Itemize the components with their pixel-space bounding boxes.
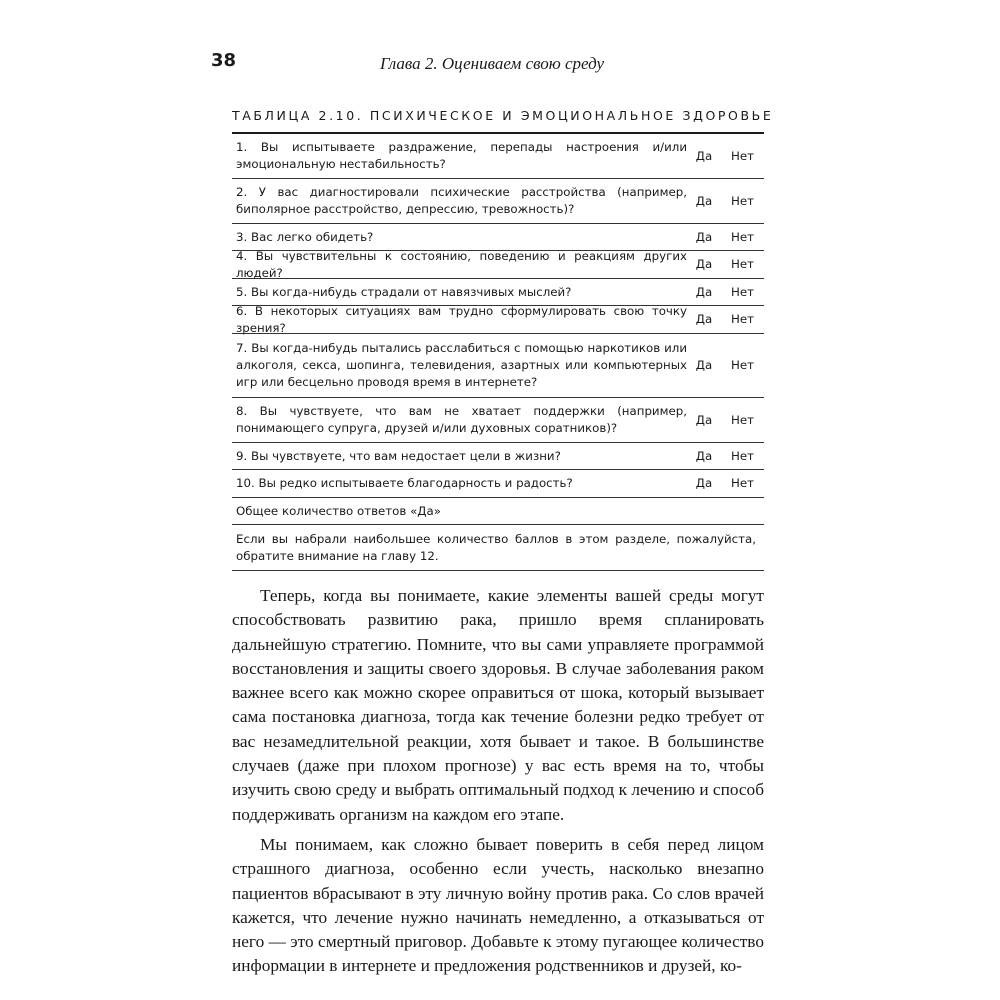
question-row-6 (232, 303, 764, 335)
question-row-7 (232, 334, 764, 398)
no-option: Нет (730, 229, 754, 244)
no-option: Нет (730, 358, 754, 372)
body-text (232, 584, 764, 979)
yes-option: Да (695, 448, 713, 463)
yes-option: Да (695, 193, 713, 208)
body-paragraph-1: Теперь, когда вы понимаете, какие элементы вашей среды могут способствовать развитию рака, пришло время спланировать дальнейшую стратегию. Помните, что вы сами управляете программой восстановления и защиты своего здоровья. В случае заболевания раком важнее всего как можно скорее оправиться от шока, который вызывает сама постановка диагноза, тогда как течение болезни редко требует от вас незамедлительной реакции, хотя бывает и такое. В большинстве случаев (даже при плохом прогнозе) у вас есть время на то, чтобы изучить свою среду и выбрать оптимальный подход к лечению и способ поддерживать организм на каждом его этапе. (232, 586, 764, 824)
yes-option: Да (695, 284, 713, 299)
no-option: Нет (730, 448, 754, 463)
question-text: 6. В некоторых ситуациях вам трудно сформулировать свою точку зрения? (236, 303, 687, 335)
question-row-10 (232, 470, 764, 498)
question-text: 3. Вас легко обидеть? (236, 229, 374, 244)
running-title: Глава 2. Оцениваем свою среду (380, 54, 605, 73)
question-row-8 (232, 398, 764, 443)
table-title: ТАБЛИЦА 2.10. ПСИХИЧЕСКОЕ И ЭМОЦИОНАЛЬНОЕ ЗДОРОВЬЕ (232, 108, 774, 123)
question-row-2 (232, 179, 764, 224)
page-number: 38 (211, 50, 237, 71)
body-paragraph-2: Мы понимаем, как сложно бывает поверить в себя перед лицом страшного диагноза, особенно если учесть, насколько внезапно пациентов вбрасывают в эту личную войну против рака. Со слов врачей кажется, что лечение нужно начинать немедленно, а отказываться от него — это смертный приговор. Добавьте к этому пугающее количество информации в интернете и предложения родственников и друзей, ко- (232, 834, 764, 976)
yes-option: Да (695, 148, 713, 163)
no-option: Нет (730, 412, 754, 427)
no-option: Нет (730, 148, 754, 163)
question-text: 10. Вы редко испытываете благодарность и радость? (236, 476, 573, 490)
no-option: Нет (730, 312, 754, 326)
question-text: 7. Вы когда-нибудь пытались расслабиться с помощью наркотиков или алкоголя, секса, шопинга, телевидения, азартных или компьютерных игр или бесцельно проводя время в интернете? (236, 341, 687, 389)
question-text: 2. У вас диагностировали психические расстройства (например, биполярное расстройство, депрессию, тревожность)? (236, 185, 687, 216)
no-option: Нет (730, 284, 754, 299)
no-option: Нет (730, 476, 754, 490)
note-row (232, 525, 764, 571)
yes-option: Да (695, 358, 713, 372)
question-text: 1. Вы испытываете раздражение, перепады настроения и/или эмоциональную нестабильность? (236, 140, 687, 171)
question-text: 9. Вы чувствуете, что вам недостает цели в жизни? (236, 448, 561, 463)
yes-option: Да (695, 412, 713, 427)
total-row (232, 498, 764, 525)
total-label: Общее количество ответов «Да» (236, 503, 441, 518)
no-option: Нет (730, 257, 754, 271)
question-text: 5. Вы когда-нибудь страдали от навязчивых мыслей? (236, 284, 572, 299)
yes-option: Да (695, 312, 713, 326)
questionnaire-table (232, 132, 764, 571)
yes-option: Да (695, 476, 713, 490)
table-note: Если вы набрали наибольшее количество баллов в этом разделе, пожалуйста, обратите внимание на главу 12. (236, 531, 756, 563)
question-row-1 (232, 134, 764, 179)
question-text: 8. Вы чувствуете, что вам не хватает поддержки (например, понимающего супруга, друзей и/или духовных соратников)? (236, 404, 687, 435)
yes-option: Да (695, 229, 713, 244)
no-option: Нет (730, 193, 754, 208)
question-row-9 (232, 443, 764, 470)
yes-option: Да (695, 257, 713, 271)
question-text: 4. Вы чувствительны к состоянию, поведению и реакциям других людей? (236, 248, 687, 280)
question-row-4 (232, 248, 764, 280)
